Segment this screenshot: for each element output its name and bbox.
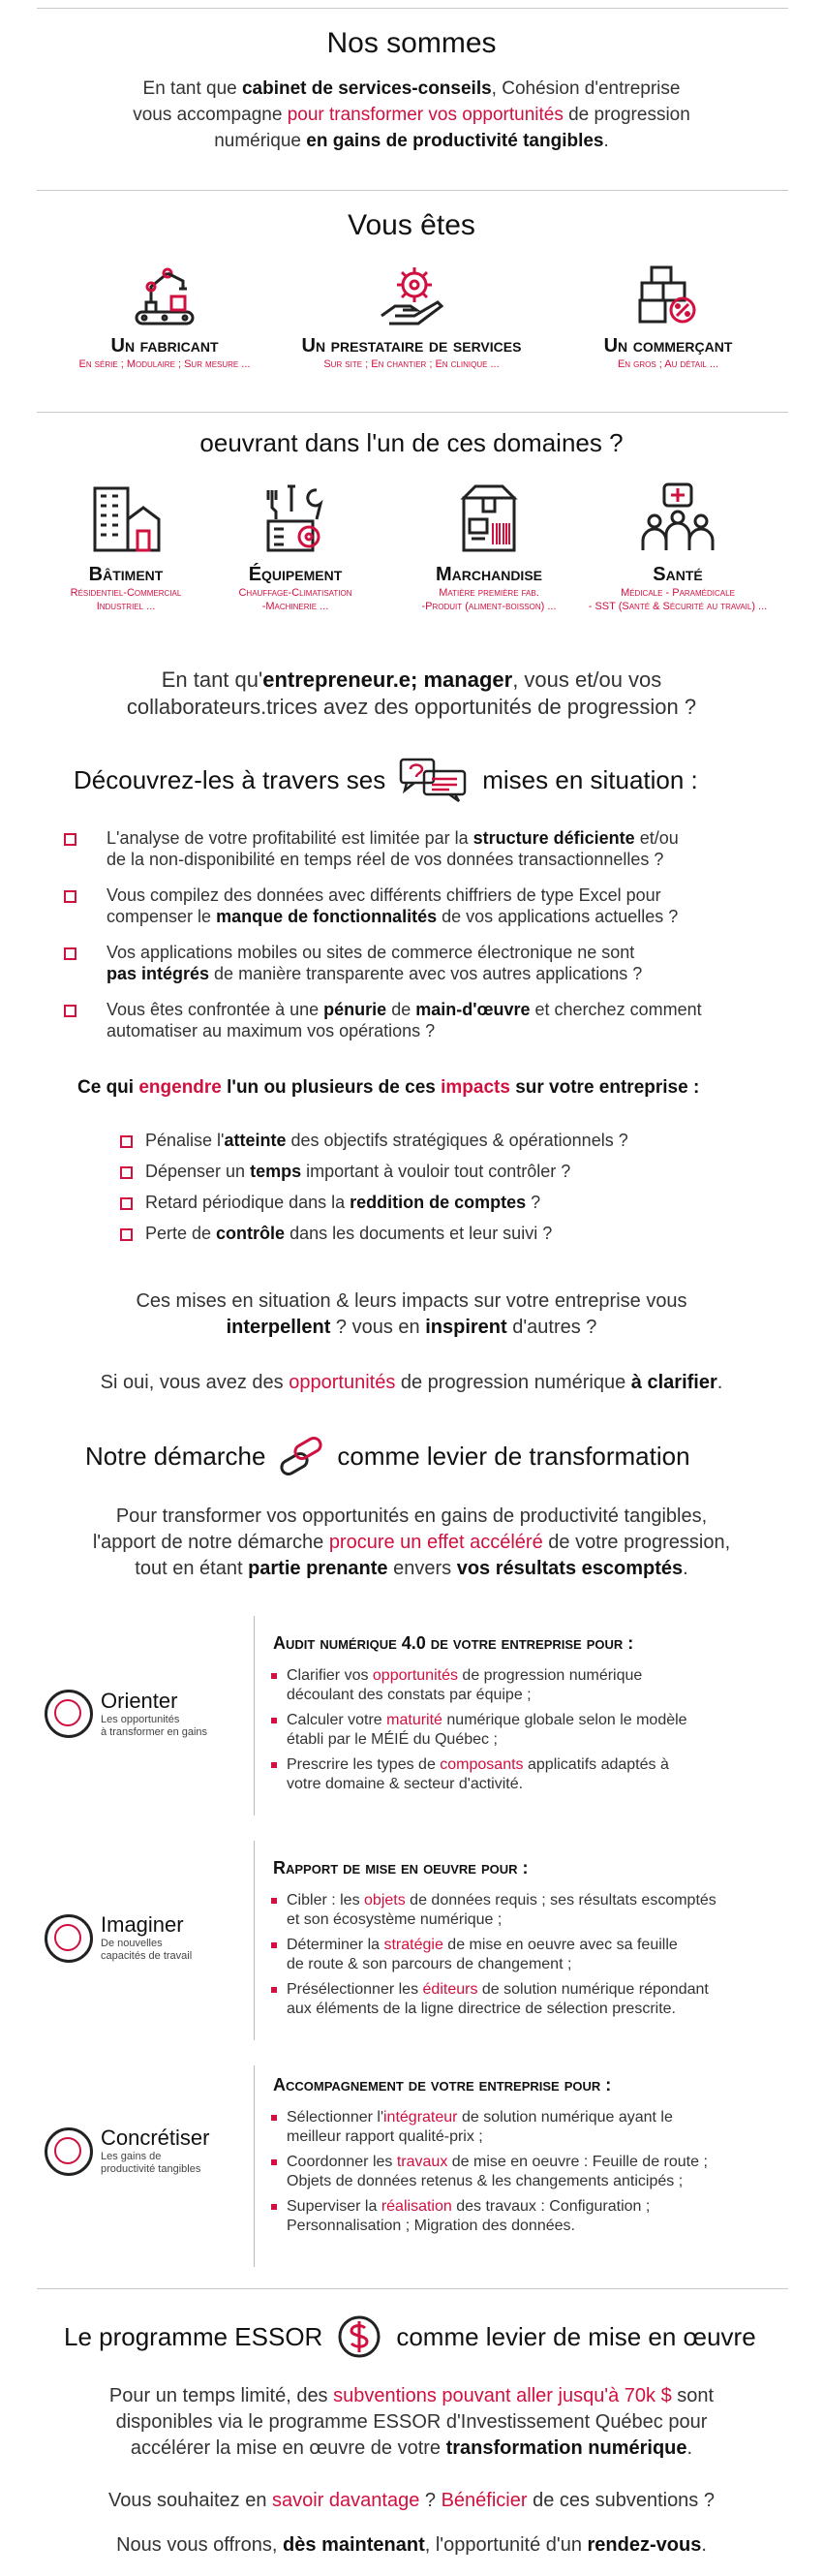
card-subtitle: - SST (Santé & Sécurité au travail) ... bbox=[588, 601, 768, 612]
card-subtitle: Matière première fab. bbox=[439, 587, 539, 599]
gears-circle-icon bbox=[45, 2127, 93, 2176]
step-bullets bbox=[271, 1891, 784, 2025]
essor-question: Vous souhaitez en savoir davantage ? Bénéficier de ces subventions ? bbox=[108, 2490, 715, 2511]
list-item: L'analyse de votre profitabilité est limitée par la structure déficiente et/ou de la non-disponibilité en temps réel de vos données transactionnelles ? bbox=[64, 827, 761, 870]
package-barcode-icon bbox=[450, 481, 528, 558]
opportunites-line: Si oui, vous avez des opportunités de progression numérique à clarifier. bbox=[100, 1372, 723, 1393]
medical-team-icon bbox=[639, 481, 716, 558]
card-equipement bbox=[208, 481, 382, 613]
building-icon bbox=[87, 481, 165, 558]
panel-title: Accompagnement de votre entreprise pour : bbox=[273, 2075, 612, 2095]
card-marchandise bbox=[392, 481, 586, 613]
list-item: Vous compilez des données avec différents chiffriers de type Excel pour compenser le manque de fonctionnalités de vos applications actuelles ? bbox=[64, 885, 761, 927]
dollar-circle-icon bbox=[334, 2312, 384, 2362]
divider bbox=[37, 2288, 788, 2289]
card-subtitle: Chauffage-Climatisation bbox=[238, 587, 352, 599]
card-sante bbox=[566, 481, 789, 613]
card-subtitle: Médicale - Paramédicale bbox=[621, 587, 735, 599]
gear-circle-icon bbox=[45, 1914, 93, 1963]
essor-title: Le programme ESSOR comme levier de mise en œuvre bbox=[64, 2312, 771, 2362]
list-item: Superviser la réalisation des travaux : Configuration ; Personnalisation ; Migration des données. bbox=[271, 2197, 784, 2236]
list-item: Dépenser un temps important à vouloir tout contrôler ? bbox=[120, 1161, 778, 1182]
step-label: Orienter bbox=[101, 1689, 178, 1713]
panel-title: Rapport de mise en oeuvre pour : bbox=[273, 1858, 529, 1878]
card-fabricant bbox=[29, 260, 300, 371]
list-item: Vos applications mobiles ou sites de commerce électronique ne sont pas intégrés de manière transparente avec vos autres applications ? bbox=[64, 942, 761, 984]
card-subtitle: Sur site ; En chantier ; En clinique ... bbox=[323, 358, 500, 370]
list-item: Clarifier vos opportunités de progression numérique découlant des constats par équipe ; bbox=[271, 1666, 775, 1705]
list-item: Sélectionner l'intégrateur de solution numérique ayant le meilleur rapport qualité-prix ; bbox=[271, 2108, 784, 2147]
card-commercant bbox=[542, 260, 794, 371]
pills-icon bbox=[277, 1432, 325, 1480]
situations-title: Découvrez-les à travers ses mises en situation : bbox=[74, 758, 771, 802]
interpellent-paragraph: Ces mises en situation & leurs impacts sur votre entreprise vous interpellent ? vous en inspirent d'autres ? bbox=[136, 1290, 687, 1338]
step-subtitle: Les opportunités à transformer en gains bbox=[101, 1714, 208, 1738]
card-title: Un fabricant bbox=[110, 335, 219, 357]
list-item: Coordonner les travaux de mise en oeuvre : Feuille de route ; Objets de données retenus & les changements anticipés ; bbox=[271, 2153, 784, 2191]
intro-paragraph: En tant que cabinet de services-conseils, Cohésion d'entreprise vous accompagne pour transformer vos opportunités de progression numérique en gains de productivité tangibles. bbox=[133, 78, 690, 151]
card-subtitle: En gros ; Au détail ... bbox=[617, 358, 719, 370]
divider bbox=[37, 8, 788, 9]
impacts-title: Ce qui engendre l'un ou plusieurs de ces impacts sur votre entreprise : bbox=[77, 1077, 700, 1098]
card-title: Marchandise bbox=[436, 564, 542, 585]
list-item: Présélectionner les éditeurs de solution numérique répondant aux éléments de la ligne directrice de sélection prescrite. bbox=[271, 1980, 784, 2019]
list-item: Retard périodique dans la reddition de comptes ? bbox=[120, 1192, 778, 1213]
list-item: Calculer votre maturité numérique globale selon le modèle établi par le MÉIÉ du Québec ; bbox=[271, 1711, 775, 1750]
card-subtitle: -Produit (aliment-boisson) ... bbox=[421, 601, 557, 612]
section-title-domaines: oeuvrant dans l'un de ces domaines ? bbox=[199, 428, 624, 457]
section-title-vous: Vous êtes bbox=[348, 209, 475, 241]
list-item: Vous êtes confrontée à une pénurie de main-d'œuvre et cherchez comment automatiser au maximum vos opérations ? bbox=[64, 999, 761, 1041]
divider bbox=[254, 1841, 255, 2040]
divider bbox=[254, 1616, 255, 1816]
card-subtitle: -Machinerie ... bbox=[261, 601, 329, 612]
impacts-list bbox=[120, 1130, 778, 1254]
essor-offer: Nous vous offrons, dès maintenant, l'opportunité d'un rendez-vous. bbox=[116, 2534, 707, 2556]
card-title: Équipement bbox=[248, 564, 343, 585]
divider bbox=[37, 412, 788, 413]
savoir-davantage-link[interactable]: savoir davantage bbox=[272, 2490, 420, 2511]
entrepreneur-question: En tant qu'entrepreneur.e; manager, vous et/ou vos collaborateurs.trices avez des opportunités de progression ? bbox=[126, 667, 697, 719]
beneficier-link[interactable]: Bénéficier bbox=[441, 2490, 528, 2511]
hand-gear-icon bbox=[376, 260, 447, 329]
essor-paragraph: Pour un temps limité, des subventions pouvant aller jusqu'à 70k $ sont disponibles via le programme ESSOR d'Investissement Québec pour accélérer la mise en œuvre de votre transformation numérique. bbox=[108, 2385, 715, 2459]
situations-list bbox=[64, 827, 761, 1056]
list-item: Cibler : les objets de données requis ; ses résultats escomptés et son écosystème numérique ; bbox=[271, 1891, 784, 1930]
card-prestataire bbox=[281, 260, 542, 371]
card-subtitle: En série ; Modulaire ; Sur mesure ... bbox=[78, 358, 251, 370]
card-title: Bâtiment bbox=[88, 564, 164, 585]
chat-bubbles-icon bbox=[399, 758, 469, 802]
tools-gear-icon bbox=[257, 481, 334, 558]
card-title: Un prestataire de services bbox=[301, 335, 522, 357]
card-title: Santé bbox=[653, 564, 703, 585]
card-subtitle: Industriel ... bbox=[96, 601, 156, 612]
boxes-percent-icon bbox=[632, 260, 704, 329]
section-title-nous: Nos sommes bbox=[326, 27, 497, 59]
list-item: Pénalise l'atteinte des objectifs stratégiques & opérationnels ? bbox=[120, 1130, 778, 1151]
rendez-vous-link[interactable]: rendez-vous bbox=[587, 2534, 702, 2556]
list-item: Perte de contrôle dans les documents et leur suivi ? bbox=[120, 1223, 778, 1244]
list-item: Déterminer la stratégie de mise en oeuvre avec sa feuille de route & son parcours de changement ; bbox=[271, 1936, 784, 1974]
demarche-title: Notre démarche comme levier de transformation bbox=[85, 1432, 763, 1480]
step-bullets bbox=[271, 1666, 775, 1800]
step-bullets bbox=[271, 2108, 784, 2242]
robot-arm-icon bbox=[129, 260, 200, 329]
card-subtitle: Résidentiel-Commercial bbox=[70, 587, 182, 599]
step-label: Concrétiser bbox=[101, 2126, 210, 2150]
step-label: Imaginer bbox=[101, 1912, 184, 1937]
list-item: Prescrire les types de composants applicatifs adaptés à votre domaine & secteur d'activité. bbox=[271, 1755, 775, 1794]
divider bbox=[254, 2065, 255, 2267]
card-title: Un commerçant bbox=[603, 335, 733, 357]
divider bbox=[37, 190, 788, 191]
step-subtitle: De nouvelles capacités de travail bbox=[101, 1938, 193, 1962]
panel-title: Audit numérique 4.0 de votre entreprise pour : bbox=[273, 1633, 634, 1653]
compass-icon bbox=[45, 1690, 93, 1738]
demarche-paragraph: Pour transformer vos opportunités en gains de productivité tangibles, l'apport de notre démarche procure un effet accéléré de votre progression, tout en étant partie prenante envers vos résultats escomptés. bbox=[92, 1505, 731, 1579]
step-subtitle: Les gains de productivité tangibles bbox=[101, 2151, 201, 2175]
card-batiment bbox=[48, 481, 203, 613]
